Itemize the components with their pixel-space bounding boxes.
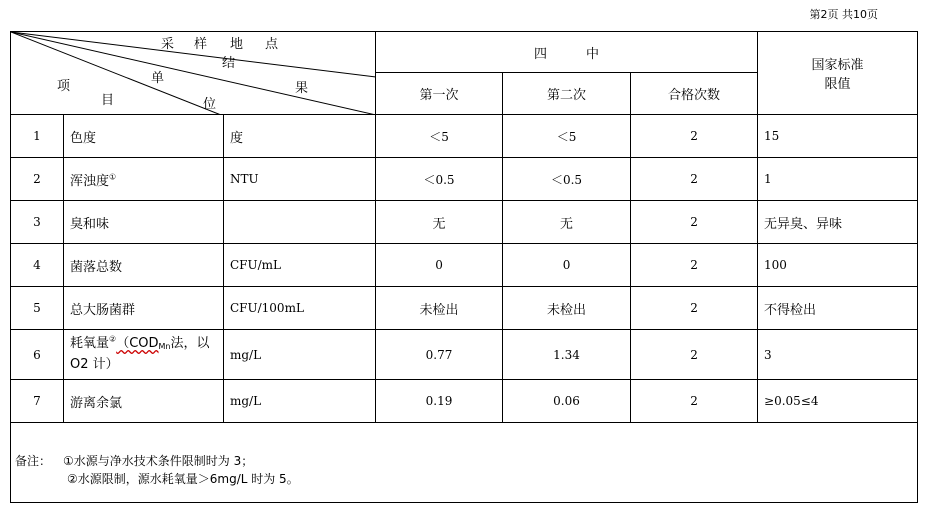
diag-result-1: 结 <box>222 56 236 71</box>
water-quality-table <box>10 31 918 503</box>
row-item: 色度 <box>64 115 224 158</box>
row-standard: 无异臭、异味 <box>758 201 918 244</box>
table-row <box>11 287 918 330</box>
row-no: 5 <box>11 287 64 330</box>
row-item <box>64 330 224 380</box>
row-second: 0.06 <box>503 380 631 423</box>
row-standard: 100 <box>758 244 918 287</box>
row-pass: 2 <box>631 287 758 330</box>
row-second: 无 <box>503 201 631 244</box>
row-pass: 2 <box>631 115 758 158</box>
row-item-method-sub: Mn <box>158 342 171 351</box>
row-pass: 2 <box>631 201 758 244</box>
row-first: 无 <box>376 201 503 244</box>
row-second: ＜0.5 <box>503 158 631 201</box>
row-second: ＜5 <box>503 115 631 158</box>
row-first: 0.77 <box>376 330 503 380</box>
notes-row <box>11 423 918 503</box>
standard-header-line2: 限值 <box>824 77 851 92</box>
row-item: 游离余氯 <box>64 380 224 423</box>
col-first: 第一次 <box>376 73 503 115</box>
row-standard: 不得检出 <box>758 287 918 330</box>
table-row <box>11 380 918 423</box>
row-standard: 1 <box>758 158 918 201</box>
row-pass: 2 <box>631 380 758 423</box>
table-row <box>11 201 918 244</box>
row-no: 3 <box>11 201 64 244</box>
row-unit: NTU <box>224 158 376 201</box>
row-first: ＜5 <box>376 115 503 158</box>
row-item-text: 耗氧量 <box>70 336 110 351</box>
diag-item-2: 目 <box>101 93 115 108</box>
row-unit: mg/L <box>224 330 376 380</box>
sampling-site-name: 四 中 <box>376 32 758 73</box>
notes-line1: ①水源与净水技术条件限制时为 3； <box>63 453 254 468</box>
table-row <box>11 330 918 380</box>
row-unit: CFU/mL <box>224 244 376 287</box>
row-first: 0 <box>376 244 503 287</box>
row-item-method-a: （COD <box>116 336 159 351</box>
row-second: 0 <box>503 244 631 287</box>
row-pass: 2 <box>631 158 758 201</box>
row-no: 2 <box>11 158 64 201</box>
notes-cell <box>11 423 918 503</box>
row-item: 菌落总数 <box>64 244 224 287</box>
table-row <box>11 244 918 287</box>
diag-sampling-2: 样 <box>194 37 208 52</box>
row-item-footnote: ② <box>109 334 117 344</box>
diagonal-header-cell <box>11 32 376 115</box>
row-second: 1.34 <box>503 330 631 380</box>
row-no: 4 <box>11 244 64 287</box>
diag-sampling-4: 点 <box>265 37 279 52</box>
table-row <box>11 158 918 201</box>
row-no: 1 <box>11 115 64 158</box>
page-number-current: 第2页 <box>809 8 839 21</box>
row-unit: mg/L <box>224 380 376 423</box>
col-pass-count: 合格次数 <box>631 73 758 115</box>
row-pass: 2 <box>631 244 758 287</box>
notes-line2: ②水源限制，源水耗氧量＞6mg/L 时为 5。 <box>67 471 299 486</box>
col-second: 第二次 <box>503 73 631 115</box>
page-number <box>810 6 879 22</box>
notes-label: 备注： <box>15 453 52 468</box>
row-item-line2: O2 计） <box>70 357 119 372</box>
national-standard-header <box>758 32 918 115</box>
row-first: 未检出 <box>376 287 503 330</box>
diag-result-2: 果 <box>295 81 309 96</box>
diag-sampling-3: 地 <box>230 37 244 52</box>
row-first: 0.19 <box>376 380 503 423</box>
row-unit <box>224 201 376 244</box>
row-standard: 3 <box>758 330 918 380</box>
diag-unit-2: 位 <box>203 97 217 112</box>
row-item <box>64 158 224 201</box>
row-standard: ≥0.05≤4 <box>758 380 918 423</box>
row-no: 7 <box>11 380 64 423</box>
row-unit: 度 <box>224 115 376 158</box>
row-item: 臭和味 <box>64 201 224 244</box>
standard-header-line1: 国家标准 <box>811 58 864 73</box>
diag-unit-1: 单 <box>151 71 165 86</box>
row-first: ＜0.5 <box>376 158 503 201</box>
row-item-method-b: 法，以 <box>170 336 210 351</box>
row-item: 总大肠菌群 <box>64 287 224 330</box>
row-standard: 15 <box>758 115 918 158</box>
row-pass: 2 <box>631 330 758 380</box>
diag-item-1: 项 <box>57 79 71 94</box>
row-second: 未检出 <box>503 287 631 330</box>
table-row <box>11 115 918 158</box>
row-item-footnote: ① <box>109 172 117 182</box>
row-item-text: 浑浊度 <box>70 173 110 189</box>
diag-sampling-1: 采 <box>161 37 175 52</box>
page-number-total: 共10页 <box>842 8 878 21</box>
row-no: 6 <box>11 330 64 380</box>
row-unit: CFU/100mL <box>224 287 376 330</box>
